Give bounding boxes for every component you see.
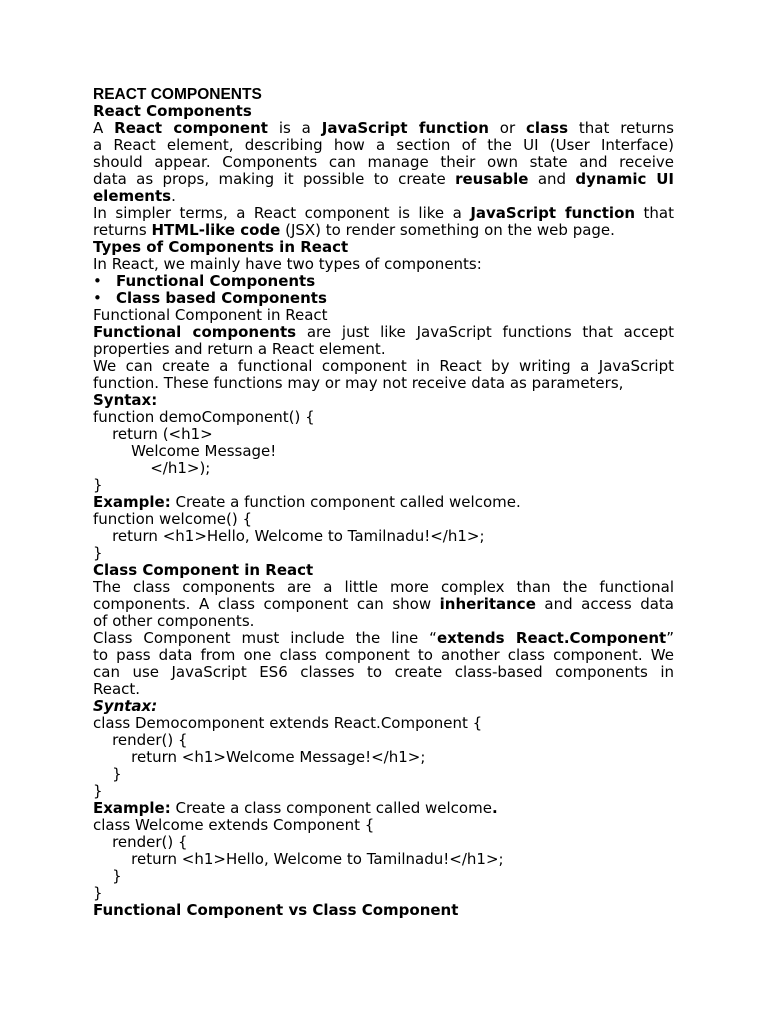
- text-line: properties and return a React element.: [93, 341, 386, 358]
- list-item: [93, 290, 674, 307]
- text-line: [93, 188, 674, 205]
- text-line: function. These functions may or may not receive data as parameters,: [93, 375, 624, 392]
- section-heading-comparison: Functional Component vs Class Component: [93, 902, 459, 919]
- example-line: [93, 800, 674, 817]
- code-line: }: [93, 477, 103, 494]
- code-line: return <h1>Welcome Message!</h1>;: [93, 749, 426, 766]
- document-page: [93, 86, 674, 919]
- bullet-glyph: •: [93, 290, 102, 307]
- code-line: render() {: [93, 732, 188, 749]
- text-line: [93, 120, 674, 137]
- bold-term: Functional components: [93, 324, 297, 341]
- code-line: Welcome Message!: [93, 443, 277, 460]
- code-block-example-class: [93, 817, 674, 902]
- list-item-text: Class based Components: [116, 290, 327, 307]
- code-line: render() {: [93, 834, 188, 851]
- text-run: Class Component must include the line “: [93, 630, 437, 647]
- code-block-syntax-function: [93, 409, 674, 494]
- bold-term: HTML-like code: [151, 222, 281, 239]
- text-run: that returns: [578, 120, 674, 137]
- syntax-label: Syntax:: [93, 392, 158, 409]
- text-line: to pass data from one class component to another class component. We: [93, 647, 674, 664]
- paragraph-create-functional: [93, 358, 674, 392]
- code-block-syntax-class: [93, 715, 674, 800]
- code-line: }: [93, 783, 103, 800]
- bold-term: inheritance: [439, 596, 536, 613]
- text-run: are just like JavaScript functions that accept: [306, 324, 674, 341]
- code-line: }: [93, 545, 103, 562]
- text-run: or: [499, 120, 516, 137]
- code-line: function welcome() {: [93, 511, 252, 528]
- bold-term: JavaScript function: [321, 120, 489, 137]
- example-label: Example:: [93, 800, 171, 817]
- text-line: [93, 630, 674, 647]
- syntax-label: Syntax:: [93, 698, 158, 715]
- code-line: class Welcome extends Component {: [93, 817, 375, 834]
- text-run: Create a function component called welcome.: [170, 494, 521, 511]
- text-line: React.: [93, 681, 141, 698]
- code-line: function demoComponent() {: [93, 409, 315, 426]
- text-line: [93, 222, 674, 239]
- section-heading-types: Types of Components in React: [93, 239, 349, 256]
- code-line: class Democomponent extends React.Component {: [93, 715, 483, 732]
- text-run: In simpler terms, a React component is like a: [93, 205, 462, 222]
- text-run: Create a class component called welcome: [170, 800, 492, 817]
- code-line: return <h1>Hello, Welcome to Tamilnadu!</h1>;: [93, 851, 504, 868]
- paragraph-functional-components: [93, 324, 674, 358]
- code-line: return (<h1>: [93, 426, 213, 443]
- bold-term: reusable: [455, 171, 529, 188]
- list-item: [93, 273, 674, 290]
- document-title: REACT COMPONENTS: [93, 86, 262, 103]
- text-run: and access data: [544, 596, 674, 613]
- paragraph-simpler-terms: [93, 205, 674, 239]
- code-line: }: [93, 868, 122, 885]
- bullet-glyph: •: [93, 273, 102, 290]
- text-run: data as props, making it possible to create: [93, 171, 446, 188]
- subheading-functional-component: Functional Component in React: [93, 307, 328, 324]
- text-run: A: [93, 120, 104, 137]
- text-run: .: [491, 800, 498, 817]
- paragraph-definition: [93, 120, 674, 205]
- text-line: a React element, describing how a section of the UI (User Interface): [93, 137, 674, 154]
- code-line: }: [93, 885, 103, 902]
- text-run: components. A class component can show: [93, 596, 432, 613]
- code-line: </h1>);: [93, 460, 211, 477]
- bold-term: elements: [93, 188, 172, 205]
- code-block-example-function: [93, 511, 674, 562]
- text-run: .: [171, 188, 176, 205]
- example-line: [93, 494, 674, 511]
- code-line: return <h1>Hello, Welcome to Tamilnadu!</h1>;: [93, 528, 485, 545]
- bold-term: dynamic UI: [575, 171, 674, 188]
- text-run: is a: [278, 120, 311, 137]
- text-line: should appear. Components can manage their own state and receive: [93, 154, 674, 171]
- list-item-text: Functional Components: [116, 273, 316, 290]
- bold-term: extends React.Component: [436, 630, 667, 647]
- text-run: returns: [93, 222, 147, 239]
- text-line: [93, 171, 674, 188]
- text-run: (JSX) to render something on the web page.: [285, 222, 615, 239]
- text-line: can use JavaScript ES6 classes to create class-based components in: [93, 664, 674, 681]
- text-line: The class components are a little more complex than the functional: [93, 579, 674, 596]
- code-line: }: [93, 766, 122, 783]
- text-line: [93, 596, 674, 613]
- text-run: that: [643, 205, 674, 222]
- text-run: ”: [666, 630, 674, 647]
- text-line: We can create a functional component in React by writing a JavaScript: [93, 358, 674, 375]
- text-line: [93, 324, 674, 341]
- paragraph-extends: [93, 630, 674, 698]
- text-line: In React, we mainly have two types of components:: [93, 256, 482, 273]
- example-label: Example:: [93, 494, 171, 511]
- bold-term: JavaScript function: [470, 205, 636, 222]
- section-heading-class-component: Class Component in React: [93, 562, 314, 579]
- text-line: [93, 205, 674, 222]
- bold-term: React component: [114, 120, 268, 137]
- text-line: of other components.: [93, 613, 255, 630]
- paragraph-class-components: [93, 579, 674, 630]
- bold-term: class: [526, 120, 569, 137]
- text-run: and: [537, 171, 567, 188]
- section-heading-react-components: React Components: [93, 103, 252, 120]
